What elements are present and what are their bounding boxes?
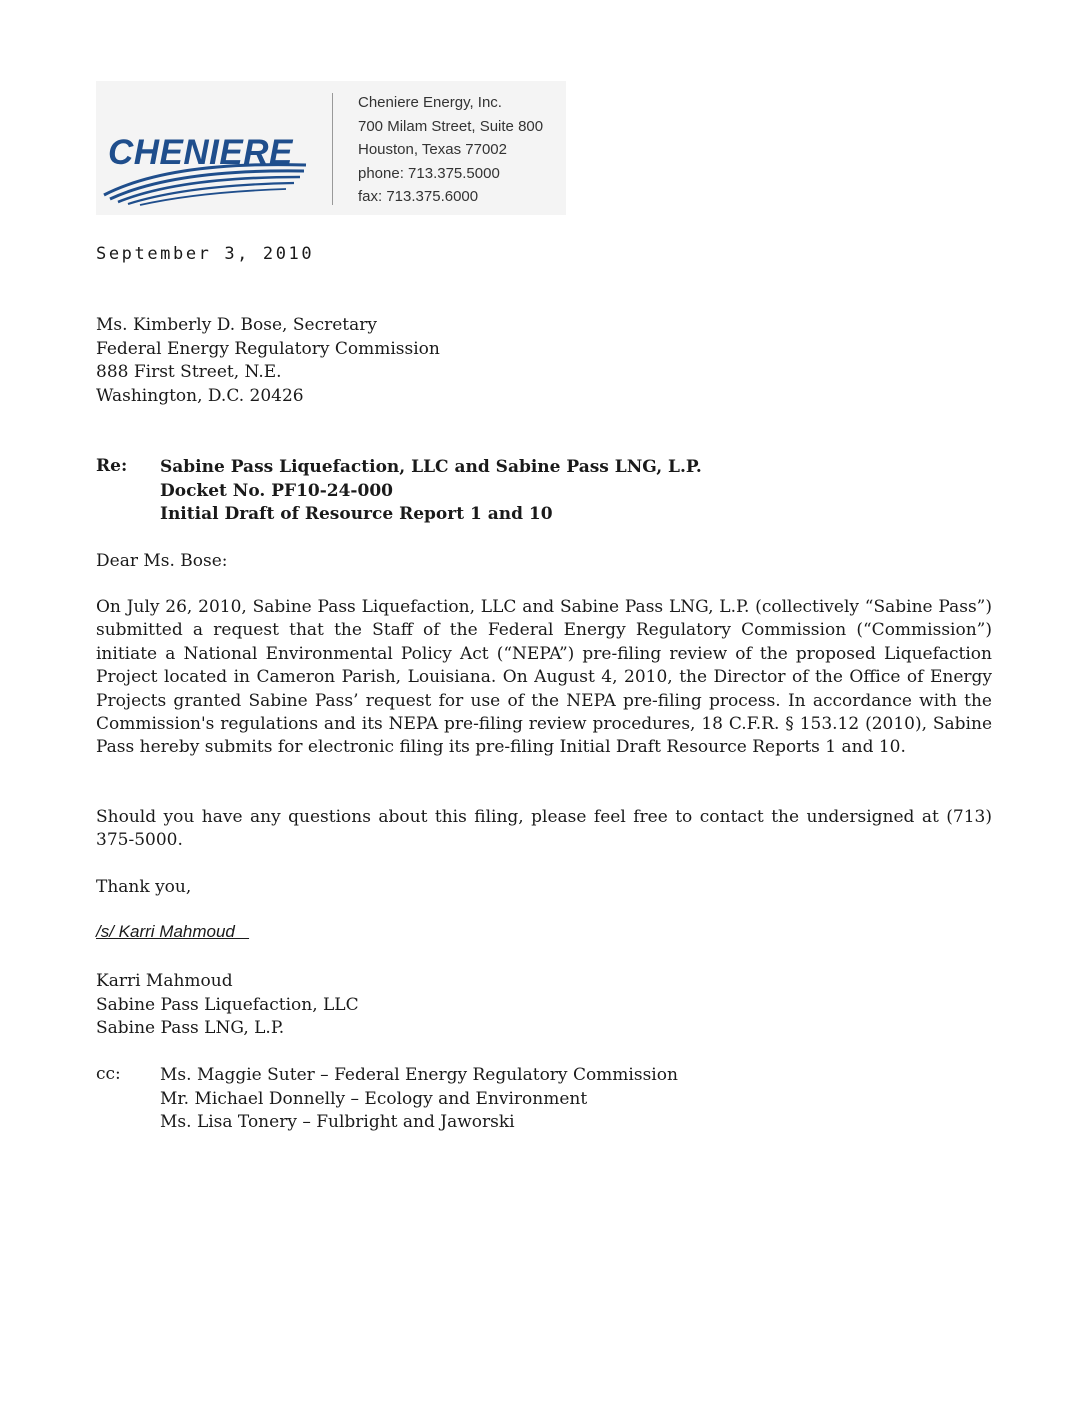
- fax-line: fax: 713.375.6000: [358, 188, 479, 206]
- cc-line: Mr. Michael Donnelly – Ecology and Environment: [160, 1088, 588, 1109]
- letterhead: [96, 81, 566, 215]
- subject-line: Docket No. PF10-24-000: [160, 480, 393, 501]
- salutation: Dear Ms. Bose:: [96, 551, 228, 571]
- cc-label: cc:: [96, 1064, 121, 1084]
- closing: Thank you,: [96, 877, 192, 897]
- company-address: [358, 91, 543, 209]
- subject-lines: [160, 456, 702, 527]
- recipient-line: Federal Energy Regulatory Commission: [96, 338, 440, 359]
- signer-company: Sabine Pass LNG, L.P.: [96, 1018, 285, 1038]
- recipient-line: 888 First Street, N.E.: [96, 362, 282, 382]
- cc-list: [160, 1064, 678, 1135]
- address-line: Houston, Texas 77002: [358, 141, 507, 159]
- address-line: 700 Milam Street, Suite 800: [358, 117, 544, 135]
- re-label: Re:: [96, 456, 128, 476]
- phone-line: phone: 713.375.5000: [358, 164, 500, 182]
- signer-company: Sabine Pass Liquefaction, LLC: [96, 994, 359, 1015]
- recipient-line: Ms. Kimberly D. Bose, Secretary: [96, 315, 377, 335]
- body-paragraph: Should you have any questions about this filing, please feel free to contact the undersigned at (713) 375-5000.: [96, 807, 992, 851]
- signer-name: Karri Mahmoud: [96, 971, 233, 991]
- letter-date: September 3, 2010: [96, 244, 315, 264]
- body-paragraph: On July 26, 2010, Sabine Pass Liquefaction, LLC and Sabine Pass LNG, L.P. (collectively “Sabine Pass”) submitted a request that the Staff of the Federal Energy Regulatory Commission (“Commission”) initiate a National Environmental Policy Act (“NEPA”) pre-filing review of the proposed Liquefaction Project located in Cameron Parish, Louisiana. On August 4, 2010, the Director of the Office of Energy Projects granted Sabine Pass’ request for use of the NEPA pre-filing process. In accordance with the Commission's regulations and its NEPA pre-filing review procedures, 18 C.F.R. § 153.12 (2010), Sabine Pass hereby submits for electronic filing its pre-filing Initial Draft Resource Reports 1 and 10.: [96, 597, 992, 758]
- signature: /s/ Karri Mahmoud: [96, 922, 250, 941]
- subject-line: Sabine Pass Liquefaction, LLC and Sabine Pass LNG, L.P.: [160, 457, 702, 477]
- cheniere-logo: [100, 99, 316, 209]
- cc-line: Ms. Maggie Suter – Federal Energy Regulatory Commission: [160, 1065, 678, 1085]
- logo-swoosh-icon: [100, 99, 316, 209]
- signer-block: [96, 970, 359, 1041]
- recipient-address: [96, 314, 440, 408]
- cc-line: Ms. Lisa Tonery – Fulbright and Jaworski: [160, 1112, 515, 1132]
- subject-line: Initial Draft of Resource Report 1 and 10: [160, 504, 553, 524]
- logo-wordmark: CHENIERE: [108, 133, 293, 172]
- address-line: Cheniere Energy, Inc.: [358, 94, 502, 111]
- recipient-line: Washington, D.C. 20426: [96, 385, 304, 406]
- letterhead-divider: [332, 93, 333, 205]
